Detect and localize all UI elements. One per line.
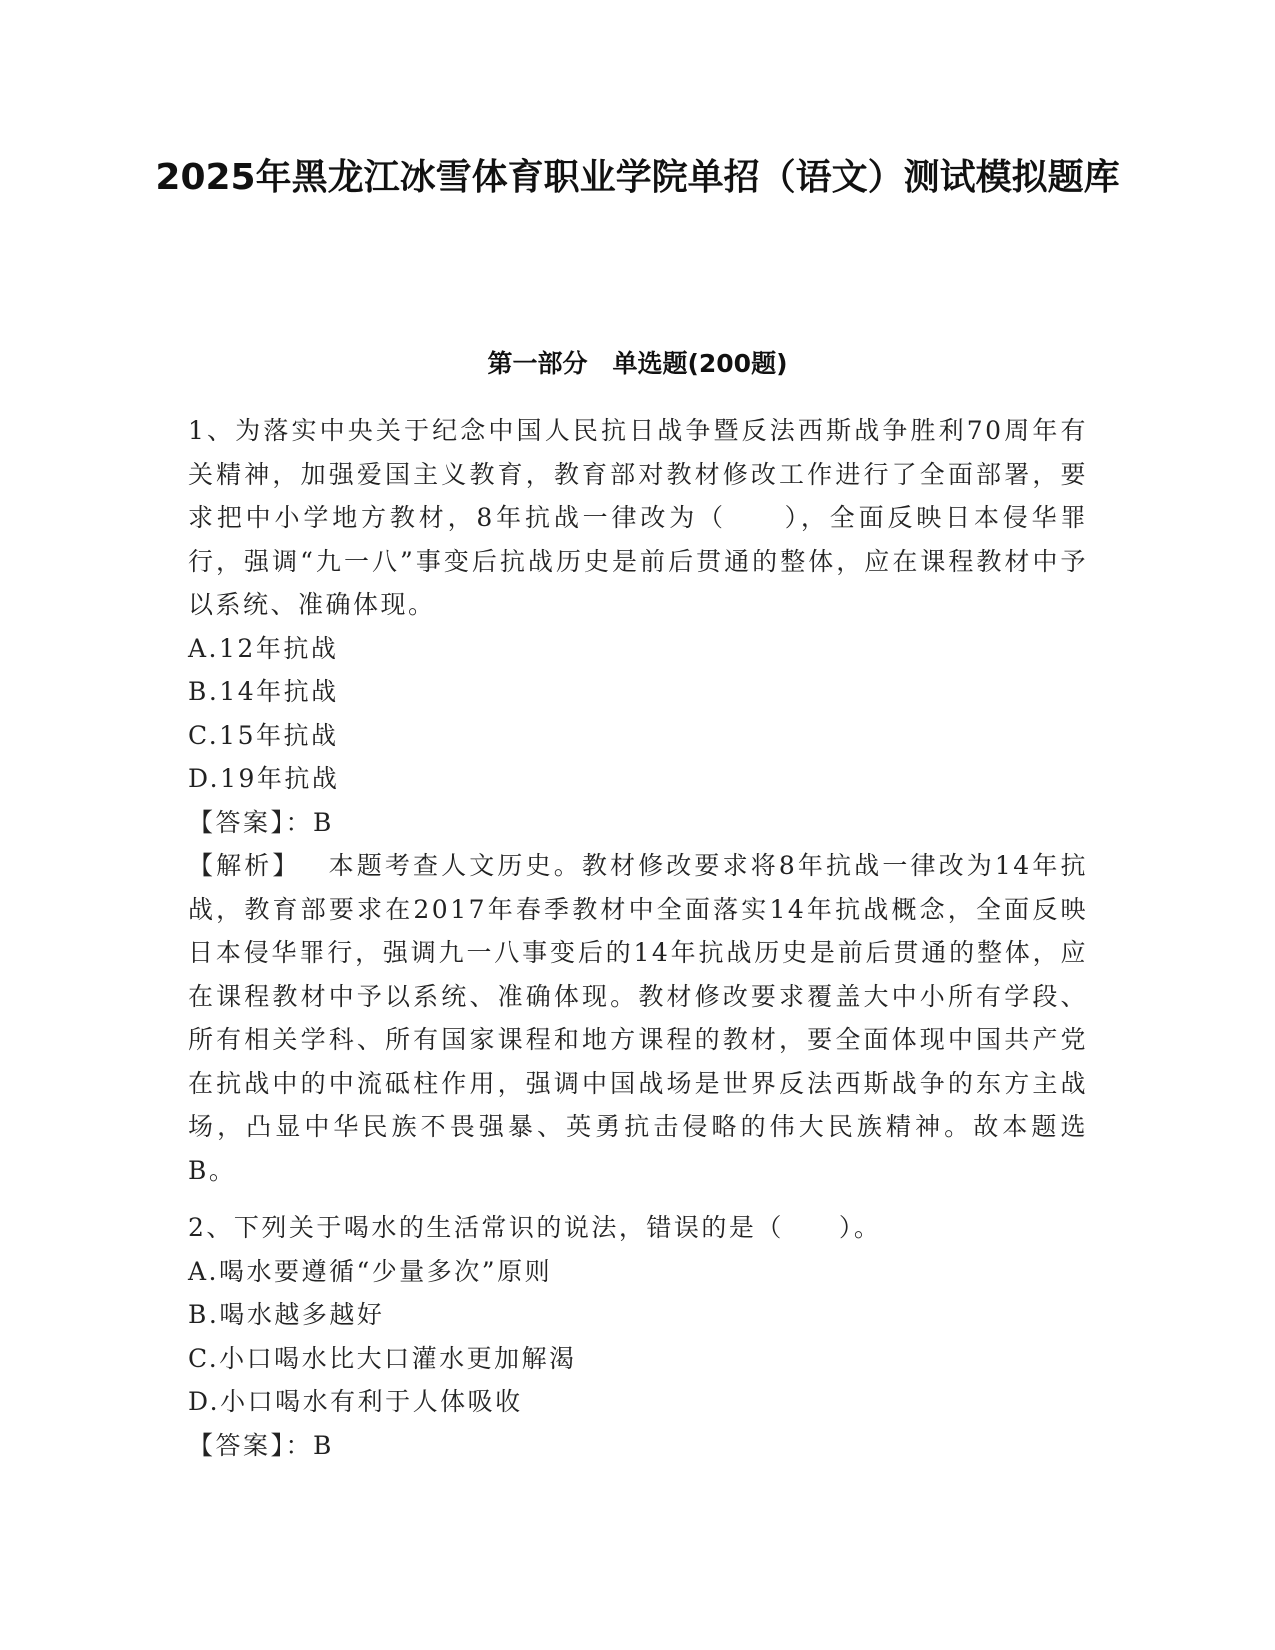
question-2-option-d: D.小口喝水有利于人体吸收 bbox=[188, 1387, 523, 1416]
question-1-option-a: A.12年抗战 bbox=[188, 633, 339, 663]
question-1-option-d: D.19年抗战 bbox=[188, 764, 340, 793]
question-1 bbox=[188, 409, 1088, 1192]
answer-label: 【答案】： bbox=[188, 1430, 314, 1460]
answer-value: B bbox=[313, 807, 334, 837]
question-2-option-a: A.喝水要遵循“少量多次”原则 bbox=[188, 1256, 553, 1286]
answer-value: B bbox=[313, 1430, 334, 1460]
answer-label: 【答案】： bbox=[188, 807, 314, 837]
document-title: 2025年黑龙江冰雪体育职业学院单招（语文）测试模拟题库 bbox=[155, 157, 1120, 198]
analysis-text: 本题考查人文历史。教材修改要求将8年抗战一律改为14年抗战，教育部要求在2017年春季教材中全面落实14年抗战概念，全面反映日本侵华罪行，强调九一八事变后的14年抗战历史是前后贯通的整体，应在课程教材中予以系统、准确体现。教材修改要求覆盖大中小所有学段、所有相关学科、所有国家课程和地方课程的教材，要全面体现中国共产党在抗战中的中流砥柱作用，强调中国战场是世界反法西斯战争的东方主战场，凸显中华民族不畏强暴、英勇抗击侵略的伟大民族精神。故本题选B。 bbox=[188, 851, 1088, 1185]
question-1-analysis bbox=[188, 844, 1088, 1192]
question-1-option-b: B.14年抗战 bbox=[188, 677, 339, 706]
question-1-stem: 1、为落实中央关于纪念中国人民抗日战争暨反法西斯战争胜利70周年有关精神，加强爱国主义教育，教育部对教材修改工作进行了全面部署，要求把中小学地方教材，8年抗战一律改为（ ），全面反映日本侵华罪行，强调“九一八”事变后抗战历史是前后贯通的整体，应在课程教材中予以系统、准确体现。 bbox=[188, 416, 1088, 619]
question-1-option-c: C.15年抗战 bbox=[188, 720, 339, 750]
section-title: 第一部分 单选题(200题) bbox=[487, 349, 788, 378]
question-list bbox=[188, 409, 1088, 1467]
question-gap bbox=[188, 1192, 1088, 1206]
question-1-answer bbox=[188, 801, 1088, 845]
analysis-label: 【解析】 bbox=[188, 851, 301, 880]
question-2-option-b: B.喝水越多越好 bbox=[188, 1300, 385, 1329]
question-2 bbox=[188, 1206, 1088, 1467]
question-2-stem: 2、下列关于喝水的生活常识的说法，错误的是（ ）。 bbox=[188, 1213, 882, 1242]
question-2-option-c: C.小口喝水比大口灌水更加解渴 bbox=[188, 1343, 577, 1373]
question-2-answer bbox=[188, 1424, 1088, 1468]
